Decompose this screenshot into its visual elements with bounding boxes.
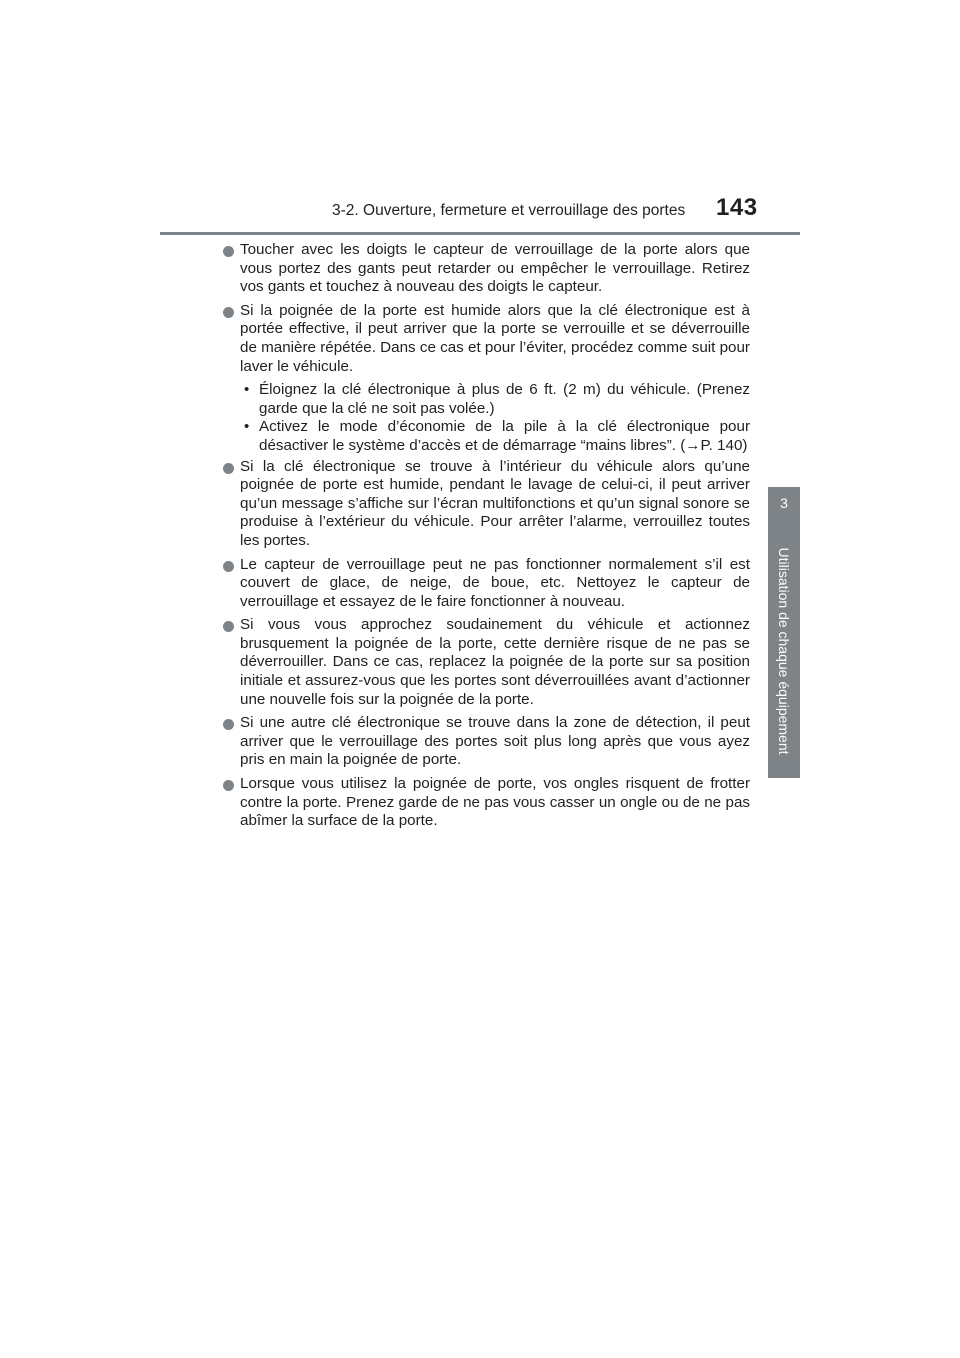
list-item [223,458,750,551]
bullet-dot-icon [223,719,234,730]
sub-list-item-text: Éloignez la clé électronique à plus de 6 ft. (2 m) du véhicule. (Prenez garde que la clé ne soit pas volée.) [259,381,750,417]
list-item [223,775,750,831]
list-item-text: Si vous vous approchez soudainement du véhicule et actionnez brusquement la poignée de la porte, cette dernière risque de ne pas se déverrouiller. Dans ce cas, replacez la poignée de la porte sur sa position initiale et assurez-vous que les portes sont déverrouillées avant d’actionner une nouvelle fois sur la poignée de la porte. [240,616,750,708]
sub-bullet-icon: • [244,418,250,436]
bullet-dot-icon [223,463,234,474]
bullet-dot-icon [223,780,234,791]
bullet-dot-icon [223,561,234,572]
list-item [223,616,750,709]
list-item [223,556,750,612]
chapter-label: Utilisation de chaque équipement [776,547,792,755]
page-number: 143 [716,194,758,221]
list-item [223,241,750,297]
list-item-text: Si la poignée de la porte est humide alors que la clé électronique est à portée effective, il peut arriver que la porte se verrouille et se déverrouille de manière répétée. Dans ce cas et pour l’éviter, procédez comme suit pour laver le véhicule. [240,301,750,375]
list-item [223,302,750,456]
page-body [223,241,750,836]
bullet-dot-icon [223,246,234,257]
list-item-text: Si la clé électronique se trouve à l’intérieur du véhicule alors qu’une poignée de porte est humide, pendant le lavage de celui-ci, il peut arriver qu’un message s’affiche sur l’écran multifonctions et qu’un signal sonore se produise à l’extérieur du véhicule. Pour arrêter l’alarme, verrouillez toutes les portes. [240,457,750,549]
bullet-dot-icon [223,621,234,632]
list-item [223,714,750,770]
sub-list-item [240,381,750,418]
header-rule [160,232,800,235]
chapter-number: 3 [780,495,788,511]
list-item-text: Si une autre clé électronique se trouve dans la zone de détection, il peut arriver que le verrouillage des portes soit plus long après que vous ayez pris en main la poignée de porte. [240,714,750,769]
section-title: 3-2. Ouverture, fermeture et verrouillage des portes [332,202,686,219]
sub-list-item-text: Activez le mode d’économie de la pile à la clé électronique pour désactiver le système d’accès et de démarrage “mains libres”. (→P. 140) [259,418,750,454]
list-item-text: Toucher avec les doigts le capteur de verrouillage de la porte alors que vous portez des gants peut retarder ou empêcher le verrouillage. Retirez vos gants et touchez à nouveau des doigts le capteur. [240,241,750,296]
list-item-text: Le capteur de verrouillage peut ne pas fonctionner normalement s’il est couvert de glace, de neige, de boue, etc. Nettoyez le capteur de verrouillage et essayez de le faire fonctionner à nouveau. [240,555,750,610]
sub-list-item [240,418,750,455]
sub-list [240,381,750,455]
list-item-text: Lorsque vous utilisez la poignée de porte, vos ongles risquent de frotter contre la porte. Prenez garde de ne pas vous casser un ongle ou de ne pas abîmer la surface de la porte. [240,775,750,830]
sub-bullet-icon: • [244,381,250,399]
chapter-tab [768,487,800,778]
bullet-dot-icon [223,307,234,318]
